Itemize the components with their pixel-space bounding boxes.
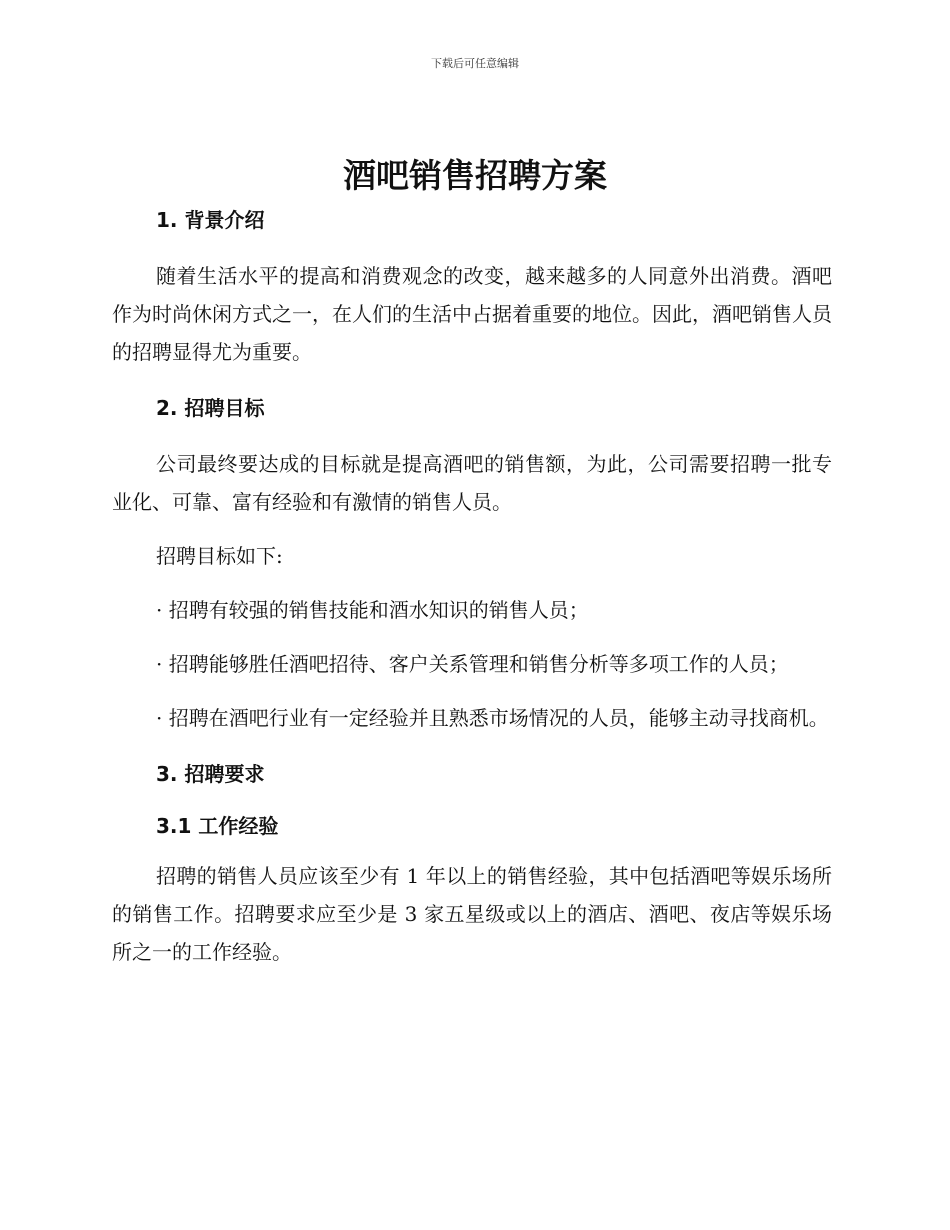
bullet-item-1: · 招聘有较强的销售技能和酒水知识的销售人员； (156, 598, 589, 622)
paragraph-experience: 招聘的销售人员应该至少有 1 年以上的销售经验，其中包括酒吧等娱乐场所的销售工作。招聘要求应至少是 3 家五星级或以上的酒店、酒吧、夜店等娱乐场所之一的工作经验。 (112, 864, 832, 964)
page-title: 酒吧销售招聘方案 (343, 156, 607, 195)
paragraph-goals: 公司最终要达成的目标就是提高酒吧的销售额，为此，公司需要招聘一批专业化、可靠、富有经验和有激情的销售人员。 (112, 452, 832, 514)
section-heading-requirements: 3. 招聘要求 (156, 762, 265, 786)
paragraph-goals-intro: 招聘目标如下: (156, 544, 283, 568)
document-body (112, 205, 832, 971)
bullet-item-2: · 招聘能够胜任酒吧招待、客户关系管理和销售分析等多项工作的人员； (156, 652, 789, 676)
subsection-heading-experience: 3.1 工作经验 (156, 814, 279, 838)
header-note: 下载后可任意编辑 (431, 57, 519, 70)
paragraph-background: 随着生活水平的提高和消费观念的改变，越来越多的人同意外出消费。酒吧作为时尚休闲方式之一，在人们的生活中占据着重要的地位。因此，酒吧销售人员的招聘显得尤为重要。 (112, 264, 832, 364)
section-heading-goals: 2. 招聘目标 (156, 396, 265, 420)
section-heading-background: 1. 背景介绍 (156, 208, 265, 232)
bullet-item-3: · 招聘在酒吧行业有一定经验并且熟悉市场情况的人员，能够主动寻找商机。 (156, 706, 829, 730)
